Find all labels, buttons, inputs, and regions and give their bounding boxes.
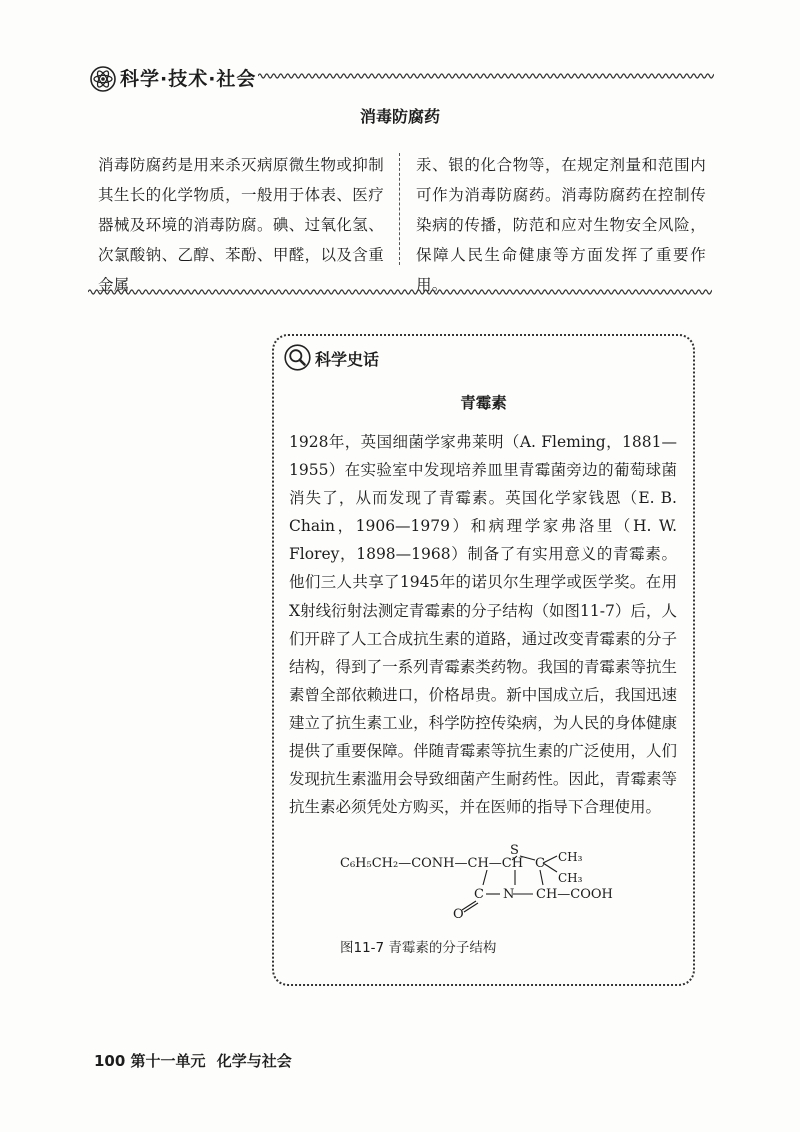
structure-carboxyl: CH—COOH — [536, 887, 613, 902]
structure-quaternary-c: C — [535, 856, 545, 871]
page-number: 100 — [94, 1052, 126, 1070]
history-label: 科学史话 — [315, 350, 380, 369]
penicillin-structure — [340, 842, 630, 924]
structure-carbonyl-c: C — [474, 887, 484, 902]
atom-icon — [90, 66, 116, 92]
history-title: 青霉素 — [460, 394, 507, 412]
magnifier-icon — [284, 344, 311, 371]
footer-unit: 第十一单元 — [130, 1052, 206, 1070]
page-footer — [94, 1050, 292, 1071]
section-wave-divider — [88, 286, 712, 298]
column-divider — [399, 153, 400, 265]
history-body: 1928年，英国细菌学家弗莱明（A. Fleming，1881—1955）在实验室中发现培养皿里青霉菌旁边的葡萄球菌消失了，从而发现了青霉素。英国化学家钱恩（E. B. Chain，1906—1979）和病理学家弗洛里（H. W. Florey，1898—1968）制备了有实用意义的青霉素。他们三人共享了1945年的诺贝尔生理学或医学奖。在用X射线衍射法测定青霉素的分子结构（如图11-7）后，人们开辟了人工合成抗生素的道路，通过改变青霉素的分子结构，得到了一系列青霉素类药物。我国的青霉素等抗生素曾全部依赖进口，价格昂贵。新中国成立后，我国迅速建立了抗生素工业，科学防控传染病，为人民的身体健康提供了重要保障。伴随青霉素等抗生素的广泛使用，人们发现抗生素滥用会导致细菌产生耐药性。因此，青霉素等抗生素必须凭处方购买，并在医师的指导下合理使用。 — [289, 433, 677, 817]
structure-oxygen: O — [453, 907, 464, 922]
section-text-right: 汞、银的化合物等，在规定剂量和范围内可作为消毒防腐药。消毒防腐药在控制传染病的传播，防范和应对生物安全风险，保障人民生命健康等方面发挥了重要作用。 — [416, 156, 706, 294]
wave-line — [258, 74, 714, 78]
structure-side-chain: C₆H₅CH₂—CONH—CH—CH — [340, 856, 524, 871]
wave-line — [88, 290, 712, 294]
section-title: 消毒防腐药 — [359, 107, 440, 126]
structure-sulfur: S — [510, 843, 519, 858]
footer-unit-title: 化学与社会 — [216, 1052, 292, 1070]
structure-methyl-1: CH₃ — [558, 850, 583, 864]
header-wave-divider — [258, 70, 714, 82]
figure-caption: 图11-7 青霉素的分子结构 — [340, 940, 497, 956]
structure-nitrogen: N — [503, 887, 515, 902]
structure-methyl-2: CH₃ — [558, 871, 583, 885]
header-title: 科学·技术·社会 — [120, 68, 257, 90]
section-text-left: 消毒防腐药是用来杀灭病原微生物或抑制其生长的化学物质，一般用于体表、医疗器械及环境的消毒防腐。碘、过氧化氢、次氯酸钠、乙醇、苯酚、甲醛，以及含重金属 — [98, 156, 384, 294]
